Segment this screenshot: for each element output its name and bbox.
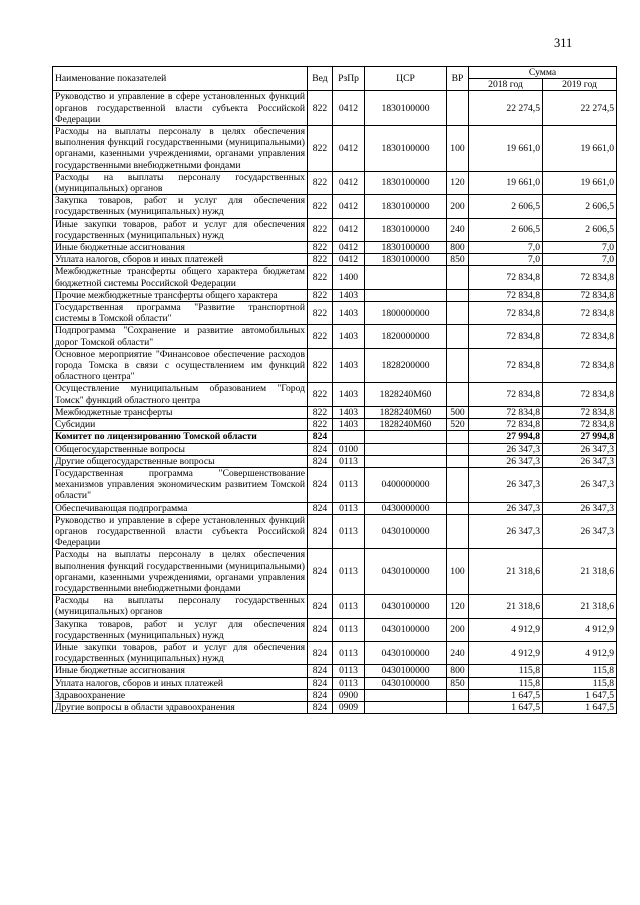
row-csr: 0430000000 [365, 502, 447, 514]
row-vr [447, 431, 469, 443]
row-name: Иные закупки товаров, работ и услуг для обеспечения государственных (муниципальных) нужд [53, 641, 308, 664]
row-vr: 120 [447, 595, 469, 618]
row-rzpr: 0113 [333, 502, 365, 514]
row-vr: 120 [447, 171, 469, 194]
row-name: Основное мероприятие "Финансовое обеспечение расходов города Томска в связи с осуществлением им функций областного центра" [53, 348, 308, 383]
row-amount-2019: 72 834,8 [543, 406, 617, 418]
row-amount-2019: 7,0 [543, 254, 617, 266]
row-rzpr: 1403 [333, 383, 365, 406]
row-ved: 822 [308, 218, 333, 241]
row-amount-2018: 26 347,3 [469, 502, 543, 514]
row-amount-2018: 72 834,8 [469, 325, 543, 348]
row-name: Другие вопросы в области здравоохранения [53, 701, 308, 713]
row-csr [365, 689, 447, 701]
row-rzpr: 1403 [333, 406, 365, 418]
row-amount-2019: 26 347,3 [543, 443, 617, 455]
row-rzpr: 1403 [333, 419, 365, 431]
row-name: Руководство и управление в сфере установленных функций органов государственной власти субъекта Российской Федерации [53, 514, 308, 549]
row-name: Подпрограмма "Сохранение и развитие автомобильных дорог Томской области" [53, 325, 308, 348]
row-amount-2018: 26 347,3 [469, 467, 543, 502]
table-row [53, 325, 617, 348]
row-vr: 200 [447, 195, 469, 218]
row-amount-2018: 21 318,6 [469, 595, 543, 618]
row-vr [447, 266, 469, 289]
row-rzpr: 0113 [333, 514, 365, 549]
row-amount-2019: 72 834,8 [543, 325, 617, 348]
row-vr [447, 467, 469, 502]
row-amount-2019: 115,8 [543, 665, 617, 677]
table-row [53, 406, 617, 418]
row-amount-2018: 115,8 [469, 677, 543, 689]
row-amount-2018: 72 834,8 [469, 383, 543, 406]
row-ved: 824 [308, 467, 333, 502]
header-rzpr: РзПр [333, 67, 365, 91]
table-row [53, 195, 617, 218]
row-csr: 1830100000 [365, 126, 447, 172]
header-year-2018: 2018 год [469, 79, 543, 91]
row-ved: 824 [308, 455, 333, 467]
row-amount-2019: 72 834,8 [543, 289, 617, 301]
row-amount-2018: 21 318,6 [469, 549, 543, 595]
row-amount-2018: 7,0 [469, 254, 543, 266]
row-rzpr: 0113 [333, 467, 365, 502]
row-name: Иные бюджетные ассигнования [53, 242, 308, 254]
row-csr [365, 266, 447, 289]
row-name: Комитет по лицензированию Томской области [53, 431, 308, 443]
row-name: Закупка товаров, работ и услуг для обеспечения государственных (муниципальных) нужд [53, 195, 308, 218]
row-rzpr: 1403 [333, 348, 365, 383]
row-name: Расходы на выплаты персоналу государственных (муниципальных) органов [53, 171, 308, 194]
table-row [53, 171, 617, 194]
row-amount-2018: 2 606,5 [469, 195, 543, 218]
row-vr [447, 348, 469, 383]
row-vr [447, 701, 469, 713]
row-vr [447, 689, 469, 701]
row-ved: 822 [308, 254, 333, 266]
row-amount-2018: 22 274,5 [469, 91, 543, 126]
row-ved: 822 [308, 302, 333, 325]
row-ved: 824 [308, 502, 333, 514]
row-vr [447, 302, 469, 325]
row-csr: 1830100000 [365, 195, 447, 218]
table-row [53, 242, 617, 254]
row-csr: 0430100000 [365, 641, 447, 664]
row-csr: 1800000000 [365, 302, 447, 325]
row-csr: 0430100000 [365, 549, 447, 595]
row-rzpr: 0412 [333, 242, 365, 254]
row-ved: 824 [308, 701, 333, 713]
row-rzpr: 0113 [333, 455, 365, 467]
row-vr [447, 443, 469, 455]
row-amount-2018: 115,8 [469, 665, 543, 677]
row-rzpr: 0113 [333, 665, 365, 677]
row-amount-2018: 26 347,3 [469, 514, 543, 549]
row-amount-2019: 7,0 [543, 242, 617, 254]
table-row [53, 254, 617, 266]
row-vr [447, 289, 469, 301]
row-amount-2019: 21 318,6 [543, 595, 617, 618]
row-ved: 822 [308, 171, 333, 194]
row-csr: 0430100000 [365, 665, 447, 677]
row-vr: 100 [447, 126, 469, 172]
table-row [53, 549, 617, 595]
row-amount-2018: 72 834,8 [469, 419, 543, 431]
row-amount-2018: 72 834,8 [469, 266, 543, 289]
row-vr: 100 [447, 549, 469, 595]
row-rzpr: 0412 [333, 126, 365, 172]
row-amount-2018: 1 647,5 [469, 689, 543, 701]
row-name: Государственная программа "Совершенствование механизмов управления экономическим развитием Томской области" [53, 467, 308, 502]
table-row [53, 431, 617, 443]
row-amount-2019: 2 606,5 [543, 218, 617, 241]
table-row [53, 126, 617, 172]
row-rzpr: 1403 [333, 302, 365, 325]
row-vr [447, 325, 469, 348]
page-number: 311 [554, 36, 573, 50]
row-csr [365, 289, 447, 301]
row-rzpr: 0900 [333, 689, 365, 701]
row-csr: 1830100000 [365, 218, 447, 241]
row-rzpr: 0113 [333, 595, 365, 618]
row-vr: 240 [447, 218, 469, 241]
row-name: Здравоохранение [53, 689, 308, 701]
row-rzpr: 0113 [333, 549, 365, 595]
row-amount-2019: 26 347,3 [543, 455, 617, 467]
row-csr: 1830100000 [365, 91, 447, 126]
table-row [53, 383, 617, 406]
row-ved: 822 [308, 126, 333, 172]
row-ved: 822 [308, 325, 333, 348]
row-rzpr: 0909 [333, 701, 365, 713]
row-vr [447, 455, 469, 467]
row-ved: 822 [308, 419, 333, 431]
row-csr: 0430100000 [365, 514, 447, 549]
table-row [53, 641, 617, 664]
row-csr: 1830100000 [365, 171, 447, 194]
row-rzpr [333, 431, 365, 443]
row-ved: 822 [308, 266, 333, 289]
row-rzpr: 1400 [333, 266, 365, 289]
table-row [53, 595, 617, 618]
table-row [53, 266, 617, 289]
header-sum: Сумма [469, 67, 617, 79]
row-amount-2019: 1 647,5 [543, 689, 617, 701]
row-ved: 824 [308, 689, 333, 701]
row-ved: 824 [308, 618, 333, 641]
row-ved: 822 [308, 406, 333, 418]
row-vr: 850 [447, 254, 469, 266]
row-amount-2019: 26 347,3 [543, 502, 617, 514]
row-rzpr: 0113 [333, 641, 365, 664]
row-amount-2019: 4 912,9 [543, 641, 617, 664]
row-name: Закупка товаров, работ и услуг для обеспечения государственных (муниципальных) нужд [53, 618, 308, 641]
row-csr: 1828240М60 [365, 406, 447, 418]
row-rzpr: 0113 [333, 677, 365, 689]
row-name: Иные закупки товаров, работ и услуг для обеспечения государственных (муниципальных) нужд [53, 218, 308, 241]
row-vr: 500 [447, 406, 469, 418]
row-vr: 520 [447, 419, 469, 431]
row-name: Субсидии [53, 419, 308, 431]
row-amount-2018: 26 347,3 [469, 443, 543, 455]
row-vr: 850 [447, 677, 469, 689]
row-amount-2019: 2 606,5 [543, 195, 617, 218]
row-vr: 800 [447, 665, 469, 677]
row-csr: 1828240М60 [365, 419, 447, 431]
row-amount-2018: 2 606,5 [469, 218, 543, 241]
row-csr: 1830100000 [365, 242, 447, 254]
table-row [53, 701, 617, 713]
table-row [53, 502, 617, 514]
row-amount-2019: 19 661,0 [543, 171, 617, 194]
row-amount-2019: 19 661,0 [543, 126, 617, 172]
row-ved: 824 [308, 641, 333, 664]
table-body [53, 91, 617, 714]
row-name: Руководство и управление в сфере установленных функций органов государственной власти субъекта Российской Федерации [53, 91, 308, 126]
row-rzpr: 0100 [333, 443, 365, 455]
row-ved: 822 [308, 383, 333, 406]
row-amount-2019: 72 834,8 [543, 348, 617, 383]
row-name: Государственная программа "Развитие транспортной системы в Томской области" [53, 302, 308, 325]
row-ved: 824 [308, 443, 333, 455]
row-rzpr: 0412 [333, 171, 365, 194]
row-vr [447, 383, 469, 406]
header-csr: ЦСР [365, 67, 447, 91]
row-name: Прочие межбюджетные трансферты общего характера [53, 289, 308, 301]
table-row [53, 618, 617, 641]
row-amount-2019: 26 347,3 [543, 467, 617, 502]
row-ved: 824 [308, 514, 333, 549]
row-amount-2019: 4 912,9 [543, 618, 617, 641]
row-csr: 0430100000 [365, 618, 447, 641]
row-ved: 822 [308, 348, 333, 383]
row-name: Обеспечивающая подпрограмма [53, 502, 308, 514]
row-name: Расходы на выплаты персоналу государственных (муниципальных) органов [53, 595, 308, 618]
row-name: Другие общегосударственные вопросы [53, 455, 308, 467]
row-csr [365, 443, 447, 455]
row-amount-2018: 7,0 [469, 242, 543, 254]
row-ved: 824 [308, 677, 333, 689]
table-row [53, 91, 617, 126]
row-rzpr: 0412 [333, 91, 365, 126]
row-name: Общегосударственные вопросы [53, 443, 308, 455]
row-amount-2018: 1 647,5 [469, 701, 543, 713]
row-amount-2018: 72 834,8 [469, 302, 543, 325]
table-row [53, 689, 617, 701]
row-amount-2019: 72 834,8 [543, 302, 617, 325]
row-amount-2019: 27 994,8 [543, 431, 617, 443]
row-name: Межбюджетные трансферты общего характера бюджетам бюджетной системы Российской Федерации [53, 266, 308, 289]
row-vr: 200 [447, 618, 469, 641]
row-csr: 0400000000 [365, 467, 447, 502]
row-rzpr: 0412 [333, 254, 365, 266]
row-amount-2018: 4 912,9 [469, 641, 543, 664]
row-name: Иные бюджетные ассигнования [53, 665, 308, 677]
table-row [53, 665, 617, 677]
row-amount-2019: 72 834,8 [543, 419, 617, 431]
header-year-2019: 2019 год [543, 79, 617, 91]
row-csr: 0430100000 [365, 595, 447, 618]
row-amount-2018: 26 347,3 [469, 455, 543, 467]
table-row [53, 677, 617, 689]
row-rzpr: 1403 [333, 325, 365, 348]
table-header [53, 67, 617, 91]
table-row [53, 419, 617, 431]
table-row [53, 302, 617, 325]
row-amount-2019: 26 347,3 [543, 514, 617, 549]
row-ved: 822 [308, 289, 333, 301]
row-vr [447, 514, 469, 549]
row-amount-2019: 22 274,5 [543, 91, 617, 126]
row-amount-2019: 1 647,5 [543, 701, 617, 713]
row-amount-2019: 21 318,6 [543, 549, 617, 595]
row-rzpr: 1403 [333, 289, 365, 301]
row-vr: 800 [447, 242, 469, 254]
row-ved: 824 [308, 595, 333, 618]
row-ved: 822 [308, 91, 333, 126]
row-csr: 1828200000 [365, 348, 447, 383]
row-rzpr: 0412 [333, 218, 365, 241]
row-csr: 0430100000 [365, 677, 447, 689]
table-row [53, 514, 617, 549]
row-csr [365, 455, 447, 467]
row-amount-2018: 19 661,0 [469, 126, 543, 172]
row-vr: 240 [447, 641, 469, 664]
row-csr: 1828240М60 [365, 383, 447, 406]
header-vr: ВР [447, 67, 469, 91]
row-amount-2019: 72 834,8 [543, 383, 617, 406]
table-row [53, 455, 617, 467]
table-row [53, 348, 617, 383]
row-name: Уплата налогов, сборов и иных платежей [53, 254, 308, 266]
budget-table [52, 66, 617, 714]
row-vr [447, 91, 469, 126]
row-ved: 824 [308, 431, 333, 443]
row-rzpr: 0412 [333, 195, 365, 218]
row-name: Расходы на выплаты персоналу в целях обеспечения выполнения функций государственными (муниципальными) органами, казенными учреждениями, органами управления государственными внебюджетными фондами [53, 549, 308, 595]
row-csr [365, 431, 447, 443]
table-row [53, 467, 617, 502]
table-row [53, 218, 617, 241]
row-name: Расходы на выплаты персоналу в целях обеспечения выполнения функций государственными (муниципальными) органами, казенными учреждениями, органами управления государственными внебюджетными фондами [53, 126, 308, 172]
row-ved: 824 [308, 549, 333, 595]
row-rzpr: 0113 [333, 618, 365, 641]
row-amount-2018: 72 834,8 [469, 348, 543, 383]
row-vr [447, 502, 469, 514]
table-row [53, 443, 617, 455]
row-amount-2019: 115,8 [543, 677, 617, 689]
row-name: Уплата налогов, сборов и иных платежей [53, 677, 308, 689]
row-csr: 1820000000 [365, 325, 447, 348]
row-amount-2018: 4 912,9 [469, 618, 543, 641]
row-amount-2018: 19 661,0 [469, 171, 543, 194]
row-name: Осуществление муниципальным образованием "Город Томск" функций областного центра [53, 383, 308, 406]
row-name: Межбюджетные трансферты [53, 406, 308, 418]
row-amount-2018: 27 994,8 [469, 431, 543, 443]
header-ved: Вед [308, 67, 333, 91]
row-amount-2018: 72 834,8 [469, 406, 543, 418]
table-row [53, 289, 617, 301]
row-ved: 822 [308, 242, 333, 254]
row-ved: 824 [308, 665, 333, 677]
row-amount-2019: 72 834,8 [543, 266, 617, 289]
row-ved: 822 [308, 195, 333, 218]
header-name: Наименование показателей [53, 67, 308, 91]
row-amount-2018: 72 834,8 [469, 289, 543, 301]
row-csr [365, 701, 447, 713]
row-csr: 1830100000 [365, 254, 447, 266]
